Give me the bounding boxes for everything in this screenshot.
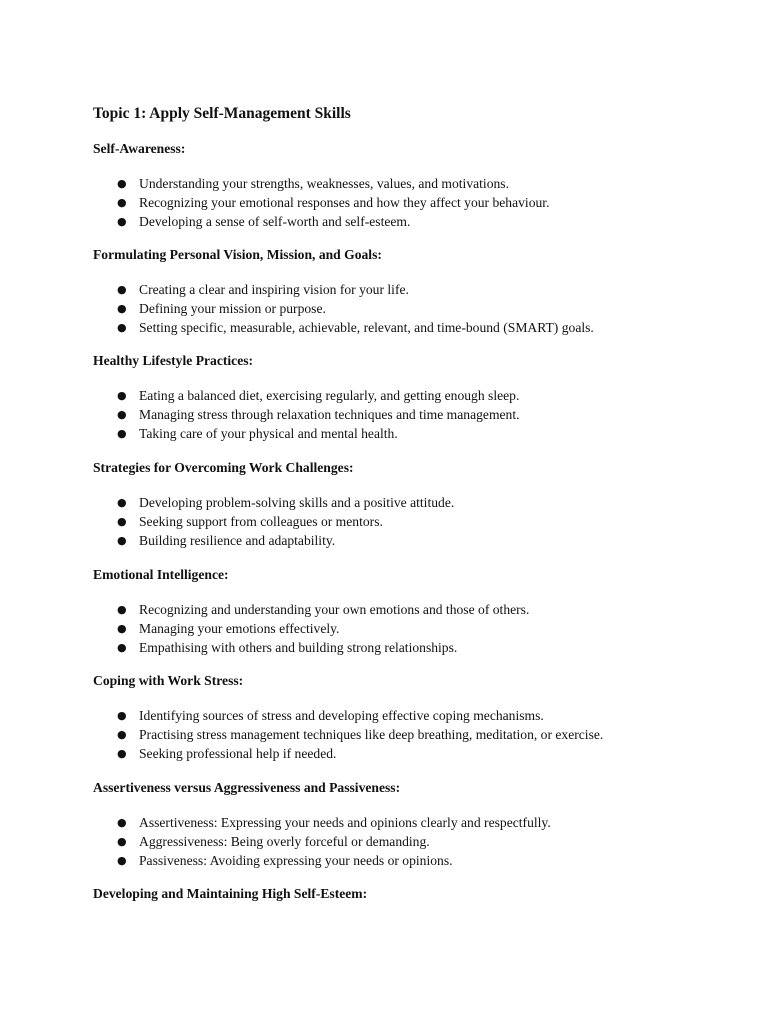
section-heading-work-stress: Coping with Work Stress: — [93, 673, 244, 688]
bullet-icon: ● — [117, 496, 127, 509]
list-item-text: Recognizing and understanding your own emotions and those of others. — [139, 602, 530, 617]
bullet-icon: ● — [117, 321, 127, 334]
list-item-text: Managing stress through relaxation techniques and time management. — [139, 407, 520, 422]
bullet-icon: ● — [117, 515, 127, 528]
bullet-icon: ● — [117, 534, 127, 547]
bullet-icon: ● — [117, 728, 127, 741]
list-item-text: Taking care of your physical and mental health. — [139, 426, 398, 441]
list-item-text: Seeking professional help if needed. — [139, 746, 337, 761]
list-item-text: Seeking support from colleagues or mentors. — [139, 514, 383, 529]
list-item-text: Recognizing your emotional responses and how they affect your behaviour. — [139, 195, 550, 210]
bullet-icon: ● — [117, 854, 127, 867]
bullet-icon: ● — [117, 816, 127, 829]
section-heading-work-challenges: Strategies for Overcoming Work Challenges: — [93, 460, 354, 475]
list-item-text: Building resilience and adaptability. — [139, 533, 336, 548]
list-item-text: Practising stress management techniques like deep breathing, meditation, or exercise. — [139, 727, 604, 742]
section-heading-self-esteem: Developing and Maintaining High Self-Esteem: — [93, 886, 368, 901]
bullet-icon: ● — [117, 427, 127, 440]
list-item-text: Developing a sense of self-worth and self-esteem. — [139, 214, 411, 229]
list-item-text: Setting specific, measurable, achievable, relevant, and time-bound (SMART) goals. — [139, 320, 594, 335]
list-item-text: Assertiveness: Expressing your needs and opinions clearly and respectfully. — [139, 815, 551, 830]
section-heading-emotional-intelligence: Emotional Intelligence: — [93, 567, 229, 582]
bullet-icon: ● — [117, 389, 127, 402]
bullet-icon: ● — [117, 177, 127, 190]
list-item-text: Understanding your strengths, weaknesses, values, and motivations. — [139, 176, 509, 191]
section-heading-healthy-lifestyle: Healthy Lifestyle Practices: — [93, 353, 254, 368]
bullet-icon: ● — [117, 835, 127, 848]
list-item-text: Defining your mission or purpose. — [139, 301, 326, 316]
list-item-text: Managing your emotions effectively. — [139, 621, 340, 636]
list-item-text: Aggressiveness: Being overly forceful or demanding. — [139, 834, 430, 849]
bullet-icon: ● — [117, 641, 127, 654]
bullet-icon: ● — [117, 747, 127, 760]
list-item-text: Developing problem-solving skills and a positive attitude. — [139, 495, 455, 510]
list-item-text: Passiveness: Avoiding expressing your needs or opinions. — [139, 853, 453, 868]
list-item-text: Identifying sources of stress and developing effective coping mechanisms. — [139, 708, 544, 723]
bullet-icon: ● — [117, 408, 127, 421]
bullet-icon: ● — [117, 603, 127, 616]
bullet-icon: ● — [117, 622, 127, 635]
list-item-text: Empathising with others and building strong relationships. — [139, 640, 458, 655]
bullet-icon: ● — [117, 709, 127, 722]
document-title: Topic 1: Apply Self-Management Skills — [93, 105, 351, 122]
bullet-icon: ● — [117, 302, 127, 315]
section-heading-assertiveness: Assertiveness versus Aggressiveness and Passiveness: — [93, 780, 401, 795]
list-item-text: Creating a clear and inspiring vision for your life. — [139, 282, 409, 297]
bullet-icon: ● — [117, 196, 127, 209]
section-heading-self-awareness: Self-Awareness: — [93, 141, 186, 156]
bullet-icon: ● — [117, 283, 127, 296]
list-item-text: Eating a balanced diet, exercising regularly, and getting enough sleep. — [139, 388, 520, 403]
bullet-icon: ● — [117, 215, 127, 228]
section-heading-vision-mission-goals: Formulating Personal Vision, Mission, and Goals: — [93, 247, 382, 262]
